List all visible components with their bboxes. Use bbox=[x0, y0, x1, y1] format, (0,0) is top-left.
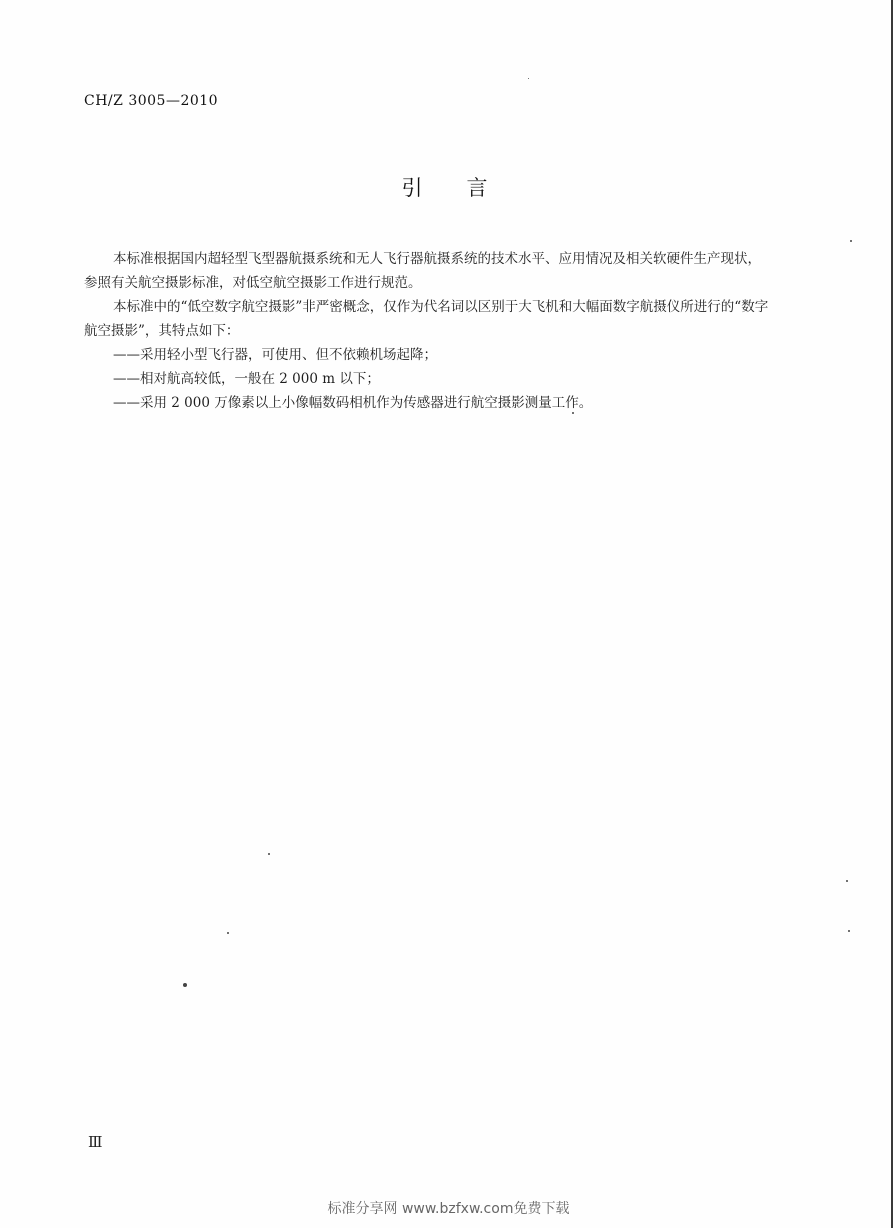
scan-speck bbox=[848, 930, 850, 932]
standard-code: CH/Z 3005—2010 bbox=[84, 93, 219, 109]
list-item: ——相对航高较低，一般在 2 000 m 以下； bbox=[113, 371, 380, 387]
scan-speck bbox=[227, 932, 229, 934]
list-item: ——采用 2 000 万像素以上小像幅数码相机作为传感器进行航空摄影测量工作。 bbox=[113, 395, 593, 411]
page-number: Ⅲ bbox=[88, 1133, 103, 1151]
paragraph-definition: 本标准中的“低空数字航空摄影”非严密概念，仅作为代名词以区别于大飞机和大幅面数字航摄仪所进行的“数字航空摄影”，其特点如下： bbox=[84, 299, 769, 339]
footer-watermark: 标准分享网 www.bzfxw.com免费下载 bbox=[327, 1201, 570, 1217]
scan-speck bbox=[846, 880, 848, 882]
scan-speck bbox=[572, 412, 574, 414]
list-item: ——采用轻小型飞行器，可使用、但不依赖机场起降； bbox=[113, 347, 437, 363]
scan-speck bbox=[528, 78, 529, 79]
body-text bbox=[84, 247, 774, 415]
scan-speck bbox=[850, 240, 852, 242]
scan-speck bbox=[183, 983, 187, 987]
scan-speck bbox=[268, 853, 270, 855]
section-title: 引言 bbox=[401, 176, 532, 200]
paragraph-intro: 本标准根据国内超轻型飞型器航摄系统和无人飞行器航摄系统的技术水平、应用情况及相关软硬件生产现状，参照有关航空摄影标准，对低空航空摄影工作进行规范。 bbox=[84, 251, 761, 291]
